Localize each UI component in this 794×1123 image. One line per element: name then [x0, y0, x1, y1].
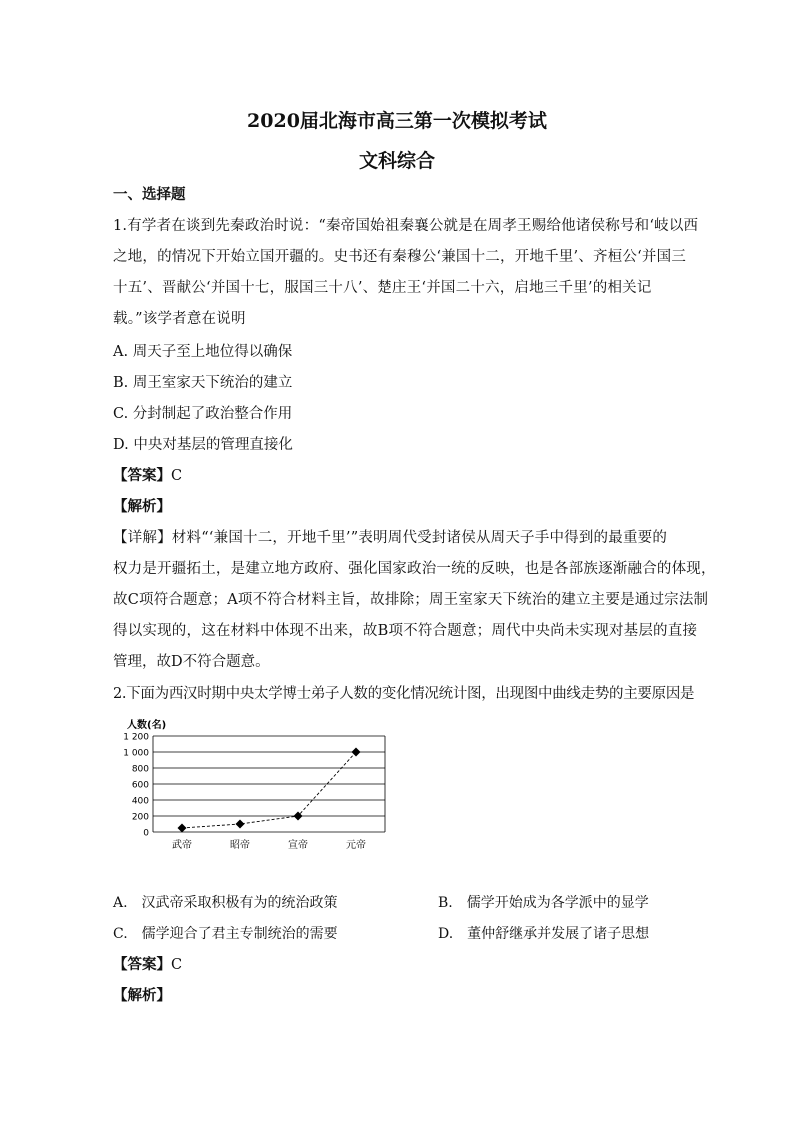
answer-value: C: [171, 957, 183, 973]
q1-option-d: D. 中央对基层的管理直接化: [113, 437, 293, 453]
x-tick-label: 元帝: [346, 840, 366, 851]
answer-value: C: [171, 468, 183, 484]
y-tick-label: 1 000: [123, 748, 149, 759]
y-tick-label: 400: [131, 796, 149, 807]
q2-option-a: A. 汉武帝采取积极有为的统治政策: [113, 895, 338, 911]
q1-analysis-label: 【解析】: [113, 498, 171, 515]
q1-detail-line: 【详解】材料“‘兼国十二，开地千里’”表明周代受封诸侯从周天子手中得到的最重要的: [113, 530, 668, 546]
q1-stem-line: 载。”该学者意在说明: [113, 311, 246, 327]
q1-option-c: C. 分封制起了政治整合作用: [113, 406, 293, 422]
y-tick-label: 600: [131, 780, 149, 791]
chart-grid: [153, 736, 385, 832]
q1-option-a: A. 周天子至上地位得以确保: [113, 344, 293, 360]
x-tick-label: 武帝: [172, 840, 192, 851]
q1-option-b: B. 周王室家天下统治的建立: [113, 375, 293, 391]
q1-detail-line: 故C项符合题意；A项不符合材料主旨，故排除；周王室家天下统治的建立主要是通过宗法制: [113, 592, 709, 608]
q1-stem-line: 之地，的情况下开始立国开疆的。史书还有秦穆公‘兼国十二，开地千里’、齐桓公‘并国三: [113, 249, 687, 265]
page-title: 2020届北海市高三第一次模拟考试: [247, 110, 547, 132]
x-tick-label: 宣帝: [288, 840, 308, 851]
chart-y-ticks: [123, 733, 149, 839]
q1-answer: [113, 466, 683, 486]
q1-stem-line: 十五’、晋献公‘并国十七，服国三十八’、楚庄王‘并国二十六，启地三千里’的相关记: [113, 280, 652, 296]
y-tick-label: 1 200: [123, 732, 149, 743]
y-tick-label: 200: [131, 812, 149, 823]
q1-detail-line: 管理，故D不符合题意。: [113, 654, 270, 670]
chart-x-ticks: [172, 838, 366, 851]
q2-option-d: D. 董仲舒继承并发展了诸子思想: [438, 926, 650, 942]
x-tick-label: 昭帝: [230, 840, 250, 851]
q2-option-b: B. 儒学开始成为各学派中的显学: [438, 895, 649, 911]
q2-stem: 2.下面为西汉时期中央太学博士弟子人数的变化情况统计图，出现图中曲线走势的主要原因是: [113, 686, 695, 702]
q2-answer: [113, 955, 683, 975]
data-point: [236, 820, 245, 829]
data-point: [352, 748, 361, 757]
student-count-chart: [113, 716, 403, 856]
data-point: [178, 824, 187, 833]
y-tick-label: 0: [143, 828, 149, 839]
q1-stem-line: 1.有学者在谈到先秦政治时说：“秦帝国始祖秦襄公就是在周孝王赐给他诸侯称号和‘岐以西: [113, 218, 699, 234]
q2-option-c: C. 儒学迎合了君主专制统治的需要: [113, 926, 338, 942]
q1-detail-line: 得以实现的，这在材料中体现不出来，故B项不符合题意；周代中央尚未实现对基层的直接: [113, 623, 698, 639]
y-tick-label: 800: [131, 764, 149, 775]
answer-label: 【答案】: [113, 956, 171, 973]
chart-y-label: 人数(名): [127, 720, 167, 731]
page-subtitle: 文科综合: [358, 150, 435, 172]
q1-detail-line: 权力是开疆拓土，是建立地方政府、强化国家政治一统的反映，也是各部族逐渐融合的体现，: [113, 561, 716, 577]
answer-label: 【答案】: [113, 467, 171, 484]
series-line: [182, 752, 356, 828]
q2-analysis-label: 【解析】: [113, 987, 171, 1004]
section-heading: 一、选择题: [113, 186, 186, 203]
